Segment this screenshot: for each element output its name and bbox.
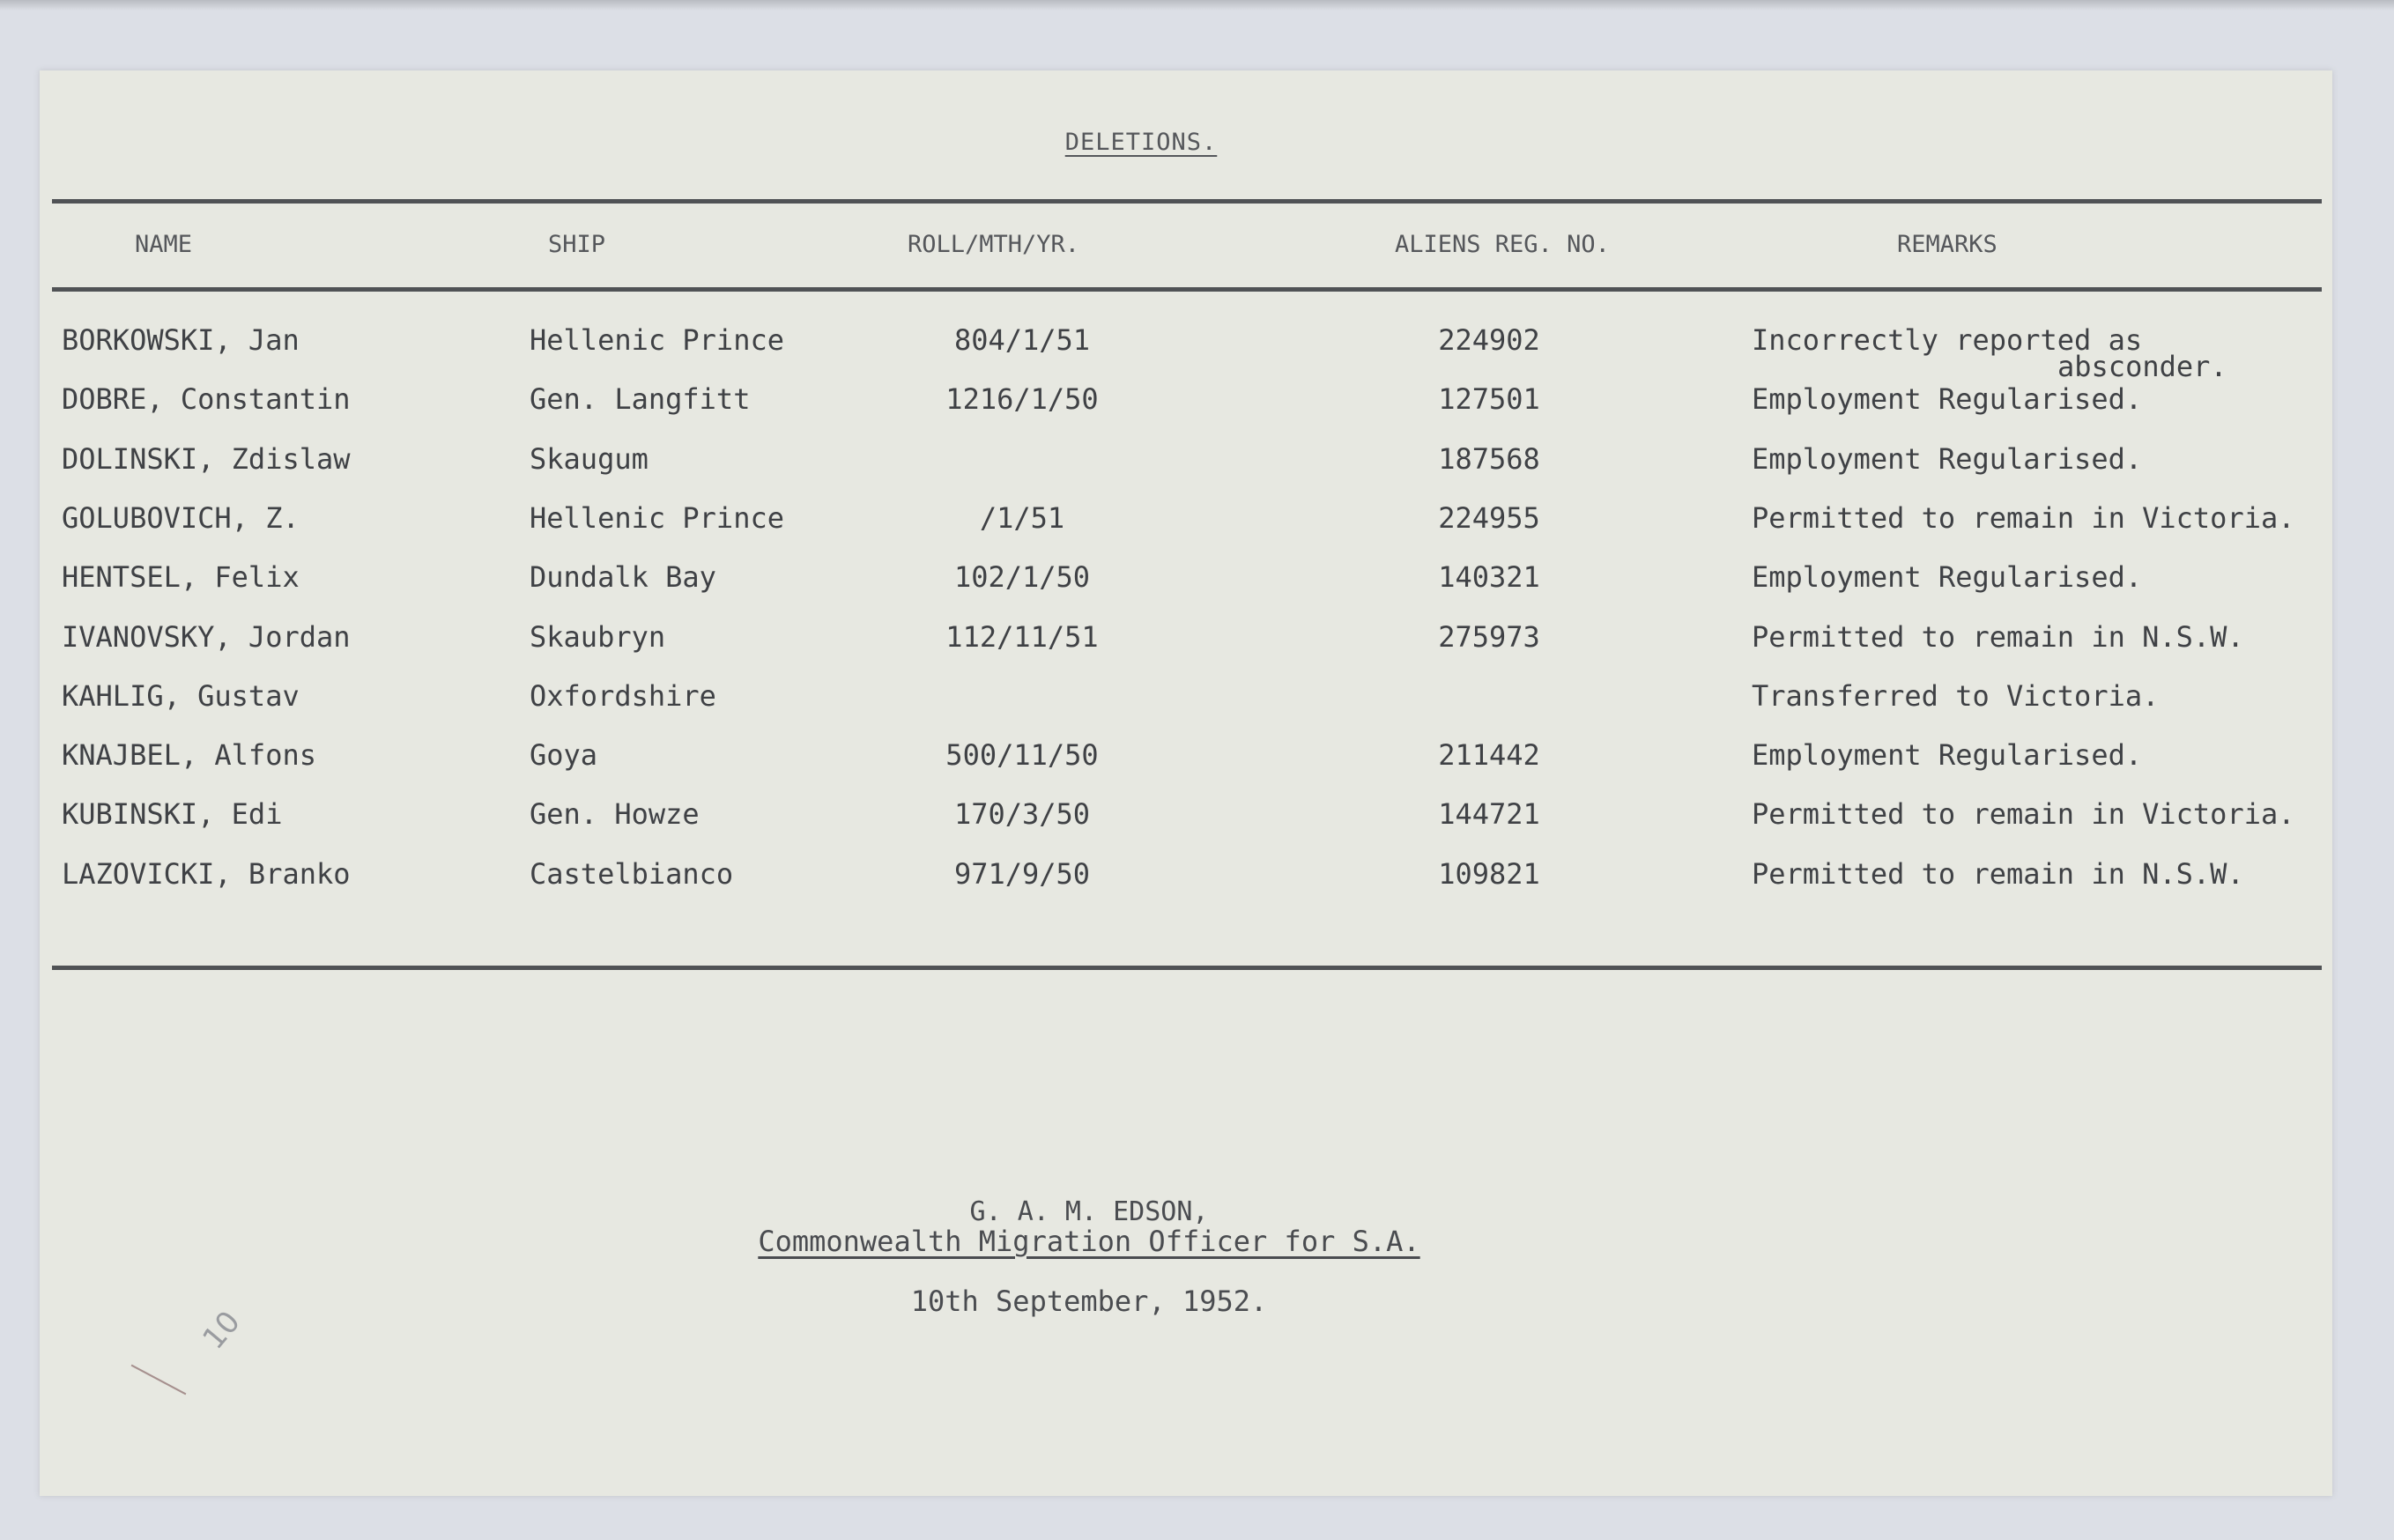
column-header-remarks: REMARKS xyxy=(1897,231,1997,258)
pen-mark xyxy=(131,1365,187,1396)
row-name: KNAJBEL, Alfons xyxy=(62,738,316,773)
document-sheet xyxy=(40,70,2332,1496)
row-aliens-reg-no: 109821 xyxy=(1438,856,1540,891)
row-name: GOLUBOVICH, Z. xyxy=(62,500,300,535)
row-remarks-continuation: absconder. xyxy=(2057,350,2227,383)
column-header-name: NAME xyxy=(135,231,193,258)
scan-top-edge xyxy=(0,0,2394,11)
row-ship: Gen. Howze xyxy=(530,797,700,832)
row-ship: Skaugum xyxy=(530,441,649,476)
row-remarks: Permitted to remain in N.S.W. xyxy=(1752,619,2244,654)
row-ship: Hellenic Prince xyxy=(530,500,784,535)
row-aliens-reg-no: 140321 xyxy=(1438,560,1540,595)
signatory-position: Commonwealth Migration Officer for S.A. xyxy=(758,1225,1420,1258)
row-aliens-reg-no: 187568 xyxy=(1438,441,1540,476)
row-roll: 804/1/51 xyxy=(953,323,1091,357)
document-date: 10th September, 1952. xyxy=(910,1285,1268,1318)
row-aliens-reg-no: 224902 xyxy=(1438,323,1540,357)
row-aliens-reg-no: 275973 xyxy=(1438,619,1540,654)
row-roll: 102/1/50 xyxy=(953,560,1091,595)
row-roll: 112/11/51 xyxy=(945,619,1099,654)
row-aliens-reg-no: 211442 xyxy=(1438,738,1540,773)
row-remarks: Incorrectly reported as xyxy=(1752,323,2143,357)
row-roll: 170/3/50 xyxy=(953,797,1091,832)
row-remarks: Employment Regularised. xyxy=(1752,560,2143,595)
row-roll: 500/11/50 xyxy=(945,738,1099,773)
row-ship: Goya xyxy=(530,738,598,773)
column-header-ship: SHIP xyxy=(548,231,606,258)
row-remarks: Permitted to remain in Victoria. xyxy=(1752,797,2295,832)
row-ship: Dundalk Bay xyxy=(530,560,716,595)
row-aliens-reg-no: 127501 xyxy=(1438,382,1540,417)
row-name: LAZOVICKI, Branko xyxy=(62,856,351,891)
column-header-aliens-reg-no: ALIENS REG. NO. xyxy=(1395,231,1610,258)
row-ship: Hellenic Prince xyxy=(530,323,784,357)
row-name: KAHLIG, Gustav xyxy=(62,678,300,713)
signatory-name: G. A. M. EDSON, xyxy=(969,1196,1209,1227)
row-name: BORKOWSKI, Jan xyxy=(62,323,300,357)
row-ship: Gen. Langfitt xyxy=(530,382,751,417)
row-aliens-reg-no: 224955 xyxy=(1438,500,1540,535)
row-remarks: Employment Regularised. xyxy=(1752,441,2143,476)
row-ship: Skaubryn xyxy=(530,619,666,654)
row-roll: /1/51 xyxy=(979,500,1065,535)
row-ship: Castelbianco xyxy=(530,856,734,891)
row-remarks: Employment Regularised. xyxy=(1752,382,2143,417)
column-header-roll: ROLL/MTH/YR. xyxy=(908,231,1080,258)
row-name: DOBRE, Constantin xyxy=(62,382,351,417)
row-remarks: Employment Regularised. xyxy=(1752,738,2143,773)
document-title: DELETIONS. xyxy=(1064,129,1218,156)
row-remarks: Permitted to remain in N.S.W. xyxy=(1752,856,2244,891)
row-remarks: Permitted to remain in Victoria. xyxy=(1752,500,2295,535)
header-bottom-rule xyxy=(52,287,2322,292)
row-name: DOLINSKI, Zdislaw xyxy=(62,441,351,476)
table-bottom-rule xyxy=(52,966,2322,970)
table-top-rule xyxy=(52,199,2322,204)
folio-number: 10 xyxy=(196,1304,248,1357)
row-aliens-reg-no: 144721 xyxy=(1438,797,1540,832)
row-name: IVANOVSKY, Jordan xyxy=(62,619,351,654)
row-roll: 1216/1/50 xyxy=(945,382,1099,417)
row-roll: 971/9/50 xyxy=(953,856,1091,891)
row-name: HENTSEL, Felix xyxy=(62,560,300,595)
row-remarks: Transferred to Victoria. xyxy=(1752,678,2160,713)
row-name: KUBINSKI, Edi xyxy=(62,797,283,832)
row-ship: Oxfordshire xyxy=(530,678,716,713)
